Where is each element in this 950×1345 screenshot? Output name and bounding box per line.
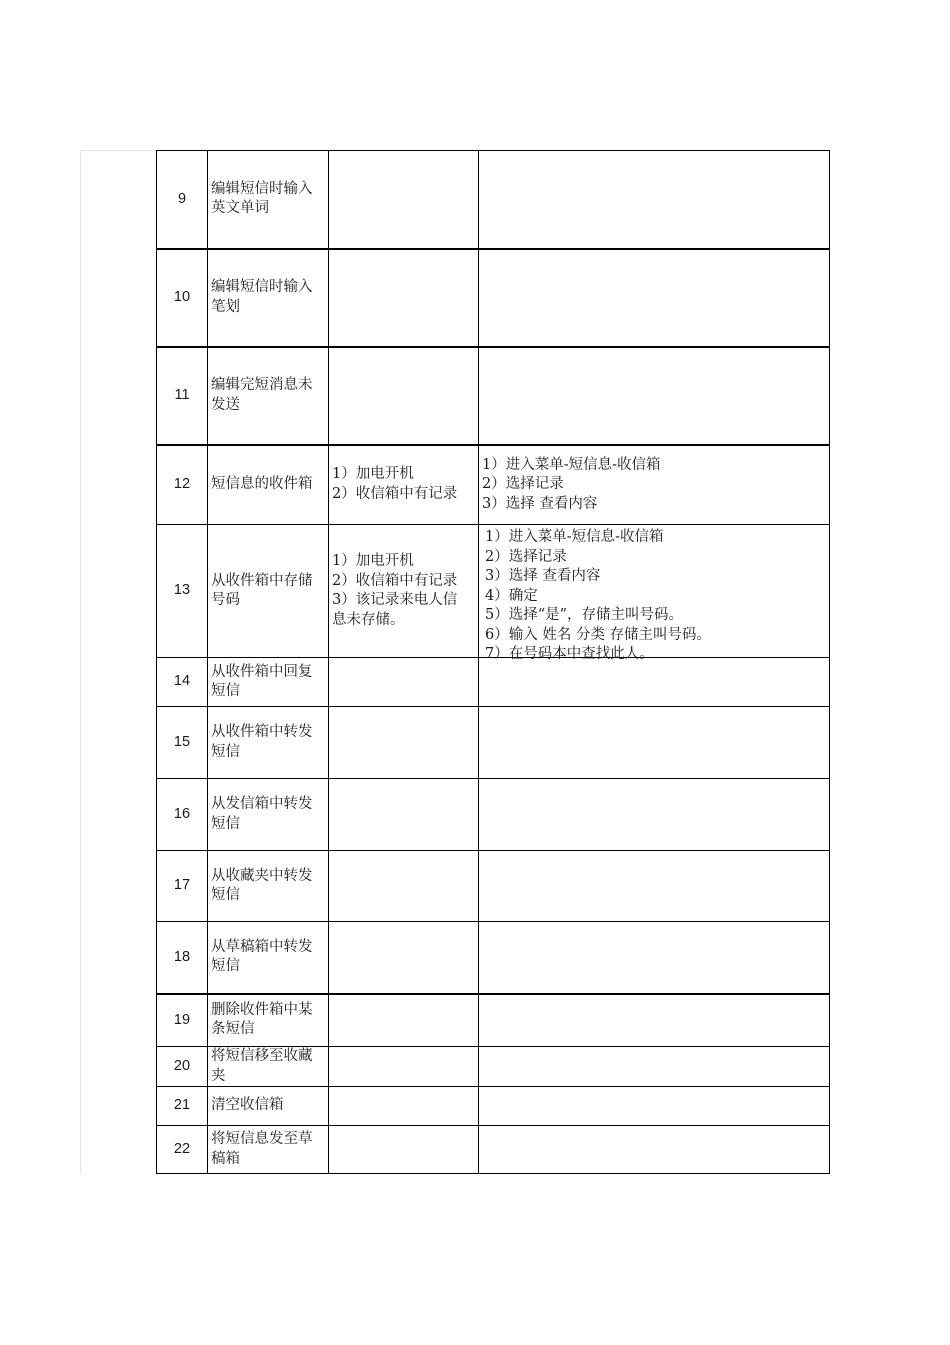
- case-name-line: 从收件箱中回复: [211, 663, 313, 680]
- precondition-line: 1）加电开机: [332, 553, 414, 569]
- step-line: 2）选择记录: [485, 548, 567, 565]
- table-row: [157, 1087, 830, 1126]
- case-name-line: 短信息的收件箱: [211, 476, 313, 492]
- step-line: 2）选择记录: [482, 476, 564, 492]
- case-number: 9: [157, 151, 208, 249]
- page-margin-rule: [80, 150, 81, 1173]
- table-row: [157, 525, 830, 658]
- page-margin-top-rule: [80, 150, 157, 151]
- case-name: [208, 1126, 329, 1174]
- precondition-cell: [329, 851, 479, 922]
- case-number: 18: [157, 922, 208, 994]
- steps-cell: [479, 1126, 830, 1174]
- case-name: [208, 779, 329, 851]
- case-name-line: 英文单词: [211, 200, 269, 217]
- case-number: 22: [157, 1126, 208, 1174]
- table-row: [157, 779, 830, 851]
- precondition-cell: [329, 1087, 479, 1126]
- steps-cell: [479, 1047, 830, 1087]
- steps-cell: [479, 658, 830, 707]
- case-name-line: 短信: [211, 683, 240, 699]
- case-name-line: 短信: [211, 815, 240, 832]
- case-name-line: 号码: [211, 592, 240, 608]
- case-name-line: 稿箱: [211, 1150, 240, 1167]
- table-row: [157, 922, 830, 994]
- case-name: [208, 1047, 329, 1087]
- table-row: [157, 707, 830, 779]
- steps-cell: [479, 151, 830, 249]
- table-row: [157, 658, 830, 707]
- case-name-line: 将短信移至收藏: [211, 1048, 313, 1064]
- precondition-line: 2）收信箱中有记录: [332, 572, 458, 589]
- step-line: 7）在号码本中查找此人。: [485, 646, 654, 662]
- case-name: [208, 445, 329, 525]
- step-line: 1）进入菜单-短信息-收信箱: [482, 456, 661, 473]
- precondition-line: 1）加电开机: [332, 466, 414, 483]
- case-name-line: 编辑完短消息未: [211, 377, 313, 393]
- case-name: [208, 922, 329, 994]
- case-number: 21: [157, 1087, 208, 1126]
- case-name-line: 条短信: [211, 1021, 255, 1038]
- steps-cell: [479, 445, 830, 525]
- case-number: 16: [157, 779, 208, 851]
- case-name-line: 清空收信箱: [211, 1097, 284, 1114]
- steps-cell: [479, 994, 830, 1047]
- table-row: [157, 249, 830, 347]
- steps-list: [485, 528, 711, 665]
- test-case-table: [156, 150, 830, 1174]
- case-name: [208, 658, 329, 707]
- case-name: [208, 249, 329, 347]
- table-row: [157, 347, 830, 445]
- steps-cell: [479, 249, 830, 347]
- step-line: 4）确定: [485, 587, 538, 604]
- steps-cell: [479, 347, 830, 445]
- case-number: 12: [157, 445, 208, 525]
- table-row: [157, 994, 830, 1047]
- steps-cell: [479, 525, 830, 662]
- steps-cell: [479, 779, 830, 851]
- case-name-line: 从收件箱中存储: [211, 572, 313, 589]
- case-name-line: 编辑短信时输入: [211, 180, 313, 197]
- case-name-line: 短信: [211, 887, 240, 903]
- case-number: 14: [157, 658, 208, 707]
- case-name-line: 将短信息发至草: [211, 1131, 313, 1147]
- table-row: [157, 851, 830, 922]
- table-row: [157, 1126, 830, 1174]
- precondition-cell: [329, 347, 479, 445]
- precondition-cell: [329, 658, 479, 707]
- case-name-line: 短信: [211, 958, 240, 975]
- table-row: [157, 445, 830, 525]
- case-name: [208, 347, 329, 445]
- case-number: 20: [157, 1047, 208, 1087]
- case-number: 13: [157, 525, 208, 658]
- step-line: 3）选择 查看内容: [482, 495, 598, 512]
- precondition-line: 3）该记录来电人信: [332, 592, 458, 608]
- case-name-line: 发送: [211, 396, 240, 413]
- case-number: 19: [157, 994, 208, 1047]
- case-name-line: 从收件箱中转发: [211, 724, 313, 740]
- precondition-cell: [329, 779, 479, 851]
- case-number: 17: [157, 851, 208, 922]
- case-name-line: 夹: [211, 1067, 226, 1084]
- precondition-cell: [329, 445, 479, 525]
- steps-cell: [479, 851, 830, 922]
- case-number: 15: [157, 707, 208, 779]
- precondition-cell: [329, 249, 479, 347]
- precondition-cell: [329, 1126, 479, 1174]
- step-line: 5）选择“是”，存储主叫号码。: [485, 607, 684, 623]
- steps-cell: [479, 1087, 830, 1126]
- case-name: [208, 707, 329, 779]
- precondition-cell: [329, 707, 479, 779]
- precondition-line: 2）收信箱中有记录: [332, 485, 458, 502]
- case-name-line: 编辑短信时输入: [211, 279, 313, 295]
- precondition-cell: [329, 525, 479, 658]
- case-name-line: 从草稿箱中转发: [211, 938, 313, 955]
- case-name: [208, 525, 329, 658]
- case-number: 10: [157, 249, 208, 347]
- case-name-line: 从收藏夹中转发: [211, 867, 313, 884]
- precondition-cell: [329, 994, 479, 1047]
- case-name: [208, 1087, 329, 1126]
- steps-cell: [479, 922, 830, 994]
- case-name-line: 从发信箱中转发: [211, 796, 313, 812]
- steps-cell: [479, 707, 830, 779]
- test-case-table-body: [157, 151, 830, 1174]
- step-line: 3）选择 查看内容: [485, 568, 601, 584]
- case-name-line: 短信: [211, 743, 240, 760]
- step-line: 6）输入 姓名 分类 存储主叫号码。: [485, 626, 712, 643]
- precondition-line: 息未存储。: [332, 611, 405, 628]
- precondition-cell: [329, 151, 479, 249]
- case-name-line: 笔划: [211, 298, 240, 315]
- precondition-cell: [329, 1047, 479, 1087]
- case-name: [208, 851, 329, 922]
- table-row: [157, 1047, 830, 1087]
- precondition-cell: [329, 922, 479, 994]
- case-name: [208, 994, 329, 1047]
- case-name: [208, 151, 329, 249]
- case-number: 11: [157, 347, 208, 445]
- case-name-line: 删除收件箱中某: [211, 1001, 313, 1018]
- table-row: [157, 151, 830, 249]
- step-line: 1）进入菜单-短信息-收信箱: [485, 529, 664, 545]
